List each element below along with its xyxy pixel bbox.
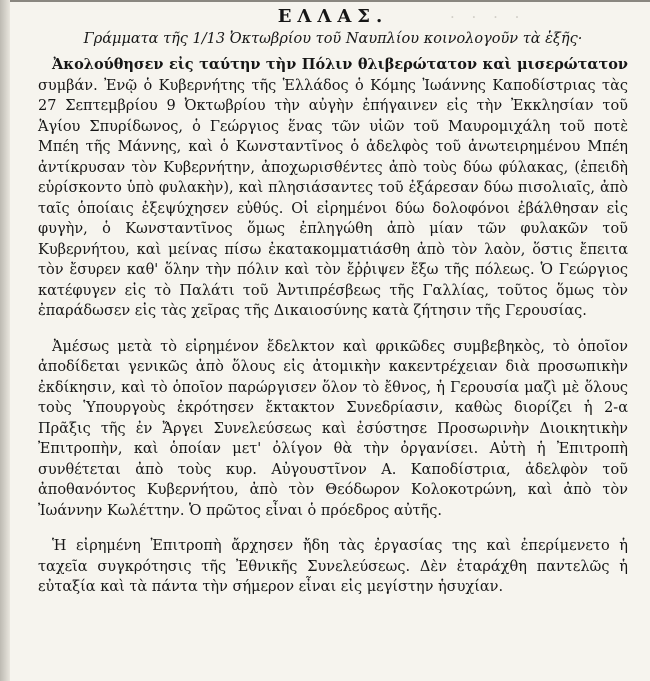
bleed-through-text: · · · · (450, 8, 526, 26)
section-title: ΕΛΛΑΣ. (277, 6, 389, 27)
dateline: Γράμματα τῆς 1/13 Ὀκτωβρίου τοῦ Ναυπλίου κοινολογοῦν τὰ ἑξῆς· (83, 31, 583, 47)
paragraph-assassination-report: Ἀκολούθησεν εἰς ταύτην τὴν Πόλιν θλιβερώτατον καὶ μισερώτατον συμβάν. Ἐνῷ ὁ Κυβερνήτης τῆς Ἑλλάδος ὁ Κόμης Ἰωάννης Καποδίστριας τὰς 27 Σεπτεμβρίου 9 Ὀκτωβρίου τὴν αὐγὴν ἐπήγαινεν εἰς τὴν Ἐκκλησίαν τοῦ Ἁγίου Σπυρίδωνος, ὁ Γεώργιος ἕνας τῶν υἱῶν τοῦ Μαυρομιχάλη τοῦ ποτὲ Μπέη τῆς Μάννης, καὶ ὁ Κωνσταντῖνος ὁ ἀδελφὸς τοῦ ἀνωτειρημένου Μπέη ἀντίκρυσαν τὸν Κυβερνήτην, ἀποχωρισθέντες ἀπὸ τοὺς δύω φύλακας, (ἐπειδὴ εὑρίσκοντο ὑπὸ φυλακὴν), καὶ πλησιάσαντες τοῦ ἐξάρεσαν δύω πισολιαῖς, ἀπὸ ταῖς ὁποίαις ἐξεψύχησεν εὐθύς. Οἱ εἰρημένοι δύω δολοφόνοι ἐβάλθησαν εἰς φυγὴν, ὁ Κωνσταντῖνος ὅμως ἐπληγώθη ἀπὸ μίαν τῶν φυλακῶν τοῦ Κυβερνήτου, καὶ μείνας πίσω ἐκατακομματιάσθη ἀπὸ τὸν λαὸν, ὅστις ἔπειτα τὸν ἔσυρεν καθ' ὅλην τὴν πόλιν καὶ τὸν ἔῤῥιψεν ἔξω τῆς πόλεως. Ὁ Γεώργιος κατέφυγεν εἰς τὸ Παλάτι τοῦ Ἀντιπρέσβεως τῆς Γαλλίας, τοῦτος ὅμως τὸν ἐπαράδωσεν εἰς τὰς χεῖρας τῆς Δικαιοσύνης κατὰ ζήτησιν τῆς Γερουσίας. (38, 56, 628, 319)
paragraph-provisional-committee: Ἀμέσως μετὰ τὸ εἰρημένον ἔδελκτον καὶ φρικῶδες συμβεβηκὸς, τὸ ὁποῖον ἀποδίδεται γενικῶς ἀπὸ ὅλους εἰς ἀτομικὴν κακεντρέχειαν διὰ προσωπικὴν ἐκδίκησιν, καὶ τὸ ὁποῖον παρώργισεν ὅλον τὸ ἔθνος, ἡ Γερουσία μαζὶ μὲ ὅλους τοὺς Ὑπουργοὺς ἐκρότησεν ἔκτακτον Συνεδρίασιν, καθὼς διορίζει ἡ 2-α Πρᾶξις τῆς ἐν Ἄργει Συνελεύσεως καὶ ἐσύστησε Προσωρινὴν Διοικητικὴν Ἐπιτροπὴν, καὶ ὁποίαν μετ' ὀλίγον θὰ τὴν ὀργανίσει. Αὐτὴ ἡ Ἐπιτροπὴ συνθέτεται ἀπὸ τοὺς κυρ. Αὐγουστῖνον Α. Καποδίστρια, ἀδελφὸν τοῦ ἀποθανόντος Κυβερνήτου, ἀπὸ τὸν Θεόδωρον Κολοκοτρώνη, καὶ ἀπὸ τὸν Ἰωάννην Κωλέττην. Ὁ πρῶτος εἶναι ὁ πρόεδρος αὐτῆς. (38, 338, 628, 519)
paragraph-public-order: Ἡ εἰρημένη Ἐπιτροπὴ ἄρχησεν ἤδη τὰς ἐργασίας της καὶ ἐπερίμενετο ἡ ταχεῖα συγκρότησις τῆς Ἐθνικῆς Συνελεύσεως. Δὲν ἐταράχθη παντελῶς ἡ εὐταξία καὶ τὰ πάντα τὴν σήμερον εἶναι εἰς μεγίστην ἡσυχίαν. (38, 538, 628, 595)
page-edge-shadow (0, 0, 10, 681)
top-rule (10, 0, 650, 2)
